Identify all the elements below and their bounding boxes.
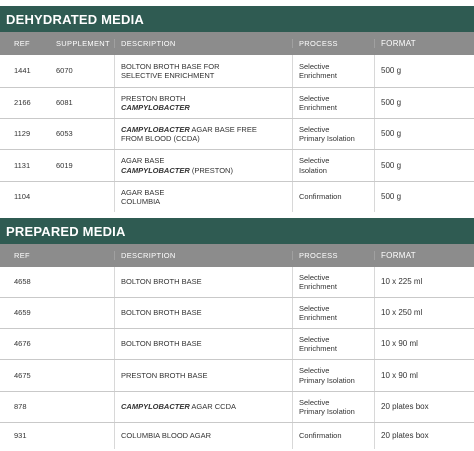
header-ref: REF [14, 251, 30, 260]
header-supplement: SUPPLEMENT [56, 39, 110, 48]
header-process: PROCESS [292, 39, 374, 48]
description-line: PRESTON BROTH [121, 93, 186, 103]
process-line: Enrichment [299, 103, 337, 112]
description-line [121, 125, 292, 135]
table-row [0, 55, 474, 88]
table-row [0, 267, 474, 298]
description-text: (PRESTON) [189, 165, 233, 175]
process-line: Primary Isolation [299, 407, 355, 416]
supplement-cell: 6053 [56, 129, 73, 139]
table-row [0, 423, 474, 449]
process-line: Isolation [299, 165, 327, 175]
description-cell [114, 423, 292, 449]
description-line: CAMPYLOBACTER [121, 103, 190, 112]
description-text: AGAR CCDA [189, 402, 237, 411]
description-line: COLUMBIA [121, 197, 161, 206]
process-cell [292, 329, 374, 359]
process-line: Selective [299, 93, 330, 103]
description-line: AGAR BASE [121, 187, 165, 197]
process-line: Selective [299, 334, 330, 344]
ref-cell: 4676 [14, 339, 31, 349]
prepared-media-title [0, 218, 474, 244]
format-cell: 500 g [374, 119, 454, 149]
process-cell [292, 360, 374, 391]
header-format: FORMAT [374, 251, 454, 260]
format-cell: 10 x 90 ml [374, 329, 454, 359]
ref-cell: 878 [14, 402, 27, 412]
supplement-cell: 6081 [56, 98, 73, 108]
dehydrated-media-title [0, 6, 474, 32]
table-row [0, 360, 474, 392]
section-title: DEHYDRATED MEDIA [6, 11, 145, 27]
description-text: BOLTON BROTH BASE [121, 277, 202, 287]
process-line: Enrichment [299, 71, 337, 80]
header-format: FORMAT [374, 39, 454, 48]
description-cell [114, 182, 292, 212]
process-cell [292, 423, 374, 449]
description-emphasis: CAMPYLOBACTER [121, 402, 190, 411]
description-emphasis: CAMPYLOBACTER [121, 124, 190, 134]
description-line: AGAR BASE [121, 156, 165, 165]
process-line: Selective [299, 366, 330, 375]
process-cell [292, 150, 374, 181]
dehydrated-table-header [0, 32, 474, 55]
description-cell [114, 360, 292, 391]
header-description: DESCRIPTION [114, 39, 292, 48]
process-line: Enrichment [299, 282, 337, 291]
format-cell: 500 g [374, 150, 454, 181]
ref-cell: 1441 [14, 66, 31, 76]
process-cell [292, 298, 374, 328]
process-line: Confirmation [299, 431, 342, 441]
description-text: AGAR BASE FREE [189, 124, 257, 134]
process-line: Primary Isolation [299, 134, 355, 143]
table-row [0, 298, 474, 329]
process-cell [292, 182, 374, 212]
supplement-cell: 6070 [56, 66, 73, 76]
format-cell: 20 plates box [374, 392, 454, 422]
description-cell [114, 329, 292, 359]
format-cell: 10 x 250 ml [374, 298, 454, 328]
table-row [0, 119, 474, 150]
format-cell: 500 g [374, 88, 454, 118]
process-line: Selective [299, 156, 330, 165]
ref-cell: 4659 [14, 308, 31, 318]
description-line: SELECTIVE ENRICHMENT [121, 71, 215, 80]
format-cell: 500 g [374, 182, 454, 212]
header-description: DESCRIPTION [114, 251, 292, 260]
media-catalog-page [0, 6, 474, 451]
process-line: Enrichment [299, 344, 337, 353]
description-cell [114, 119, 292, 149]
process-cell [292, 88, 374, 118]
header-ref: REF [14, 39, 30, 48]
ref-cell: 1131 [14, 160, 31, 170]
ref-cell: 4658 [14, 277, 31, 287]
description-cell [114, 150, 292, 181]
format-cell: 10 x 90 ml [374, 360, 454, 391]
description-text: PRESTON BROTH BASE [121, 370, 208, 380]
process-cell [292, 392, 374, 422]
table-row [0, 392, 474, 423]
process-line: Selective [299, 303, 330, 313]
description-line: FROM BLOOD (CCDA) [121, 134, 200, 143]
description-cell [114, 55, 292, 87]
description-cell [114, 267, 292, 297]
process-cell [292, 119, 374, 149]
ref-cell: 931 [14, 431, 27, 441]
ref-cell: 1129 [14, 129, 31, 139]
format-cell: 500 g [374, 55, 454, 87]
table-row [0, 150, 474, 182]
ref-cell: 4675 [14, 370, 31, 380]
format-cell: 20 plates box [374, 423, 454, 449]
description-line: BOLTON BROTH BASE FOR [121, 61, 220, 71]
ref-cell: 1104 [14, 192, 31, 202]
table-row [0, 182, 474, 212]
description-text: BOLTON BROTH BASE [121, 308, 202, 318]
section-title: PREPARED MEDIA [6, 223, 126, 239]
description-line [121, 166, 292, 176]
process-line: Primary Isolation [299, 375, 355, 385]
ref-cell: 2166 [14, 98, 31, 108]
description-cell [114, 298, 292, 328]
process-line: Selective [299, 272, 330, 282]
prepared-table-header [0, 244, 474, 267]
process-line: Selective [299, 124, 330, 134]
header-process: PROCESS [292, 251, 374, 260]
supplement-cell: 6019 [56, 160, 73, 170]
description-emphasis: CAMPYLOBACTER [121, 165, 190, 175]
process-line: Enrichment [299, 313, 337, 322]
table-row [0, 88, 474, 119]
table-row [0, 329, 474, 360]
description-text: COLUMBIA BLOOD AGAR [121, 431, 212, 441]
process-line: Confirmation [299, 192, 342, 202]
process-cell [292, 267, 374, 297]
description-text: BOLTON BROTH BASE [121, 339, 202, 349]
format-cell: 10 x 225 ml [374, 267, 454, 297]
process-cell [292, 55, 374, 87]
process-line: Selective [299, 397, 330, 407]
description-cell [114, 392, 292, 422]
process-line: Selective [299, 61, 330, 71]
description-cell [114, 88, 292, 118]
